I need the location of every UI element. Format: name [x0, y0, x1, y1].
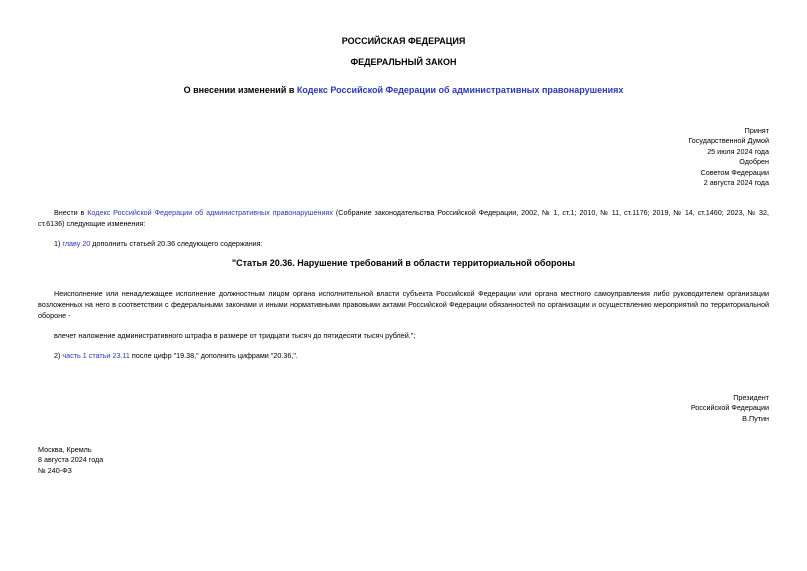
- article-text-paragraph: Неисполнение или ненадлежащее исполнение должностным лицом органа исполнительной власти субъекта Российской Федерации или органа местного самоуправления либо руководителем организации возложенных на него в соответствии с федеральными законами и иными нормативными правовыми актами Российской Федерации обязанностей по организации и осуществлению мероприятий по территориальной обороне -: [38, 289, 769, 320]
- penalty-paragraph: влечет наложение административного штрафа в размере от тридцати тысяч до пятидесяти тысяч рублей.";: [54, 331, 416, 340]
- adoption-line-duma-date: 25 июля 2024 года: [707, 146, 769, 156]
- adoption-line-duma: Государственной Думой: [688, 136, 769, 146]
- item-2-paragraph: [38, 351, 769, 362]
- signature-block: [691, 393, 769, 424]
- law-number: № 240-ФЗ: [38, 465, 72, 475]
- law-title: [38, 85, 769, 95]
- adoption-line-adopted: Принят: [744, 126, 769, 135]
- law-title-code-link[interactable]: Кодекс Российской Федерации об административных правонарушениях: [296, 85, 624, 95]
- item-1-text: дополнить статьей 20.36 следующего содержания:: [90, 239, 263, 248]
- item-2-number: 2): [54, 351, 63, 360]
- place-date-block: [38, 445, 103, 476]
- adoption-line-approved: Одобрен: [739, 157, 769, 167]
- article-title: "Статья 20.36. Нарушение требований в области территориальной обороны: [231, 258, 576, 268]
- item-2-text: после цифр "19.38," дополнить цифрами "20.36,".: [129, 351, 298, 360]
- law-title-prefix: О внесении изменений в: [183, 85, 297, 95]
- item-1-number: 1): [54, 239, 63, 248]
- document-type-heading: ФЕДЕРАЛЬНЫЙ ЗАКОН: [350, 57, 457, 67]
- country-heading: РОССИЙСКАЯ ФЕДЕРАЦИЯ: [341, 36, 466, 46]
- place-date: 8 августа 2024 года: [38, 455, 104, 465]
- adoption-line-council-date: 2 августа 2024 года: [703, 178, 769, 188]
- adoption-line-council: Советом Федерации: [700, 167, 769, 177]
- item-1-paragraph: [38, 239, 769, 250]
- place-location: Москва, Кремль: [38, 445, 92, 454]
- document-page: [38, 0, 769, 571]
- intro-paragraph: [38, 208, 769, 230]
- item-1-chapter-link[interactable]: главу 20: [62, 239, 91, 248]
- signature-name: В.Путин: [742, 413, 769, 423]
- intro-prefix: Внести в: [54, 208, 88, 217]
- item-2-article-link[interactable]: часть 1 статьи 23.11: [62, 351, 130, 360]
- signature-title: Президент: [733, 393, 769, 402]
- intro-code-link[interactable]: Кодекс Российской Федерации об административных правонарушениях: [87, 208, 334, 217]
- signature-country: Российской Федерации: [690, 403, 769, 413]
- intro-suffix: (Собрание законодательства Российской Федерации, 2002, № 1, ст.1; 2010, № 11, ст.1176; 2019, № 14, ст.1460; 2023, № 32, ст.6136) следующие изменения:: [38, 208, 769, 228]
- adoption-block: [688, 126, 769, 188]
